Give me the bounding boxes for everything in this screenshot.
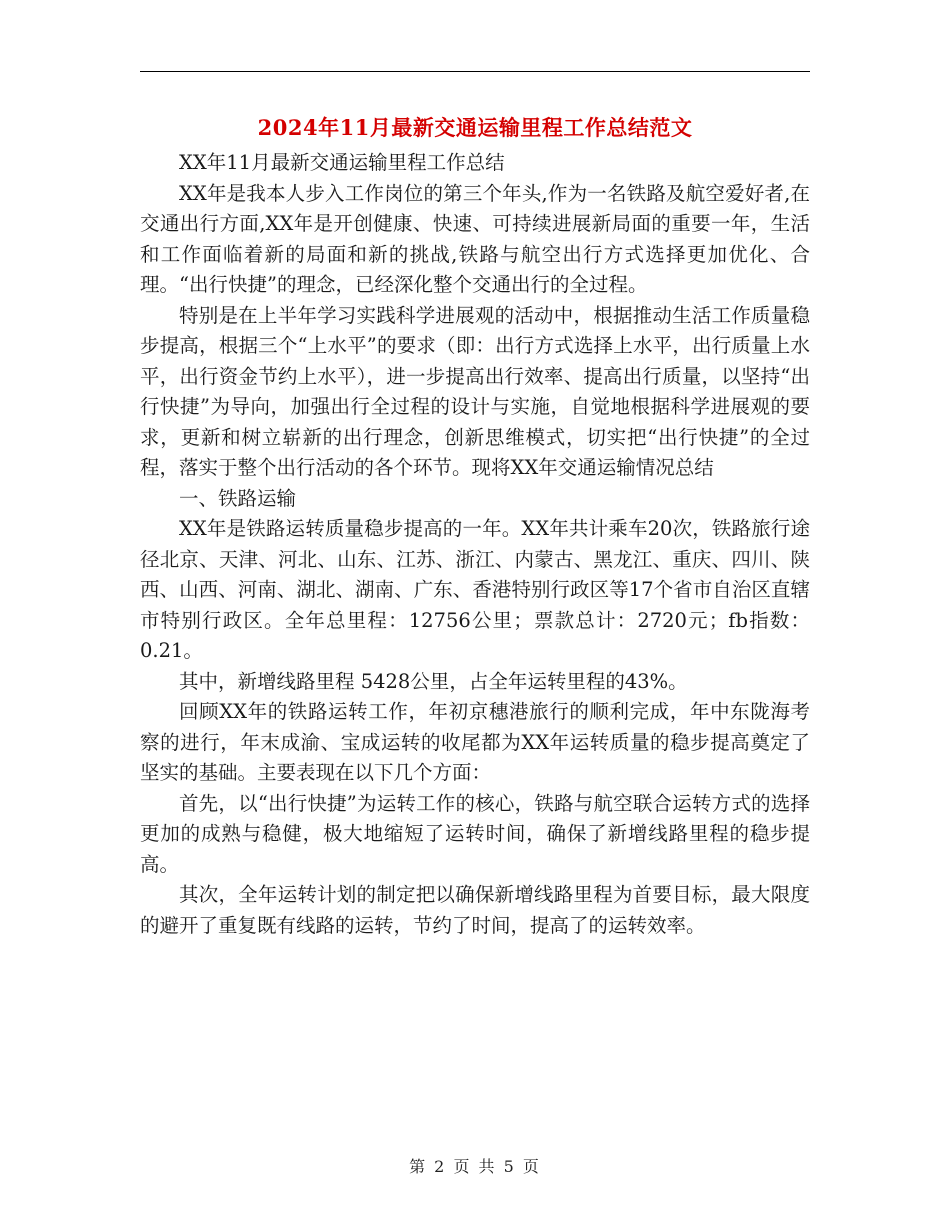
paragraph-new-routes: 其中，新增线路里程 5428公里，占全年运转里程的43%。 (179, 669, 688, 693)
paragraph-intro: XX年是我本人步入工作岗位的第三个年头,作为一名铁路及航空爱好者,在交通出行方面,XX年是开创健康、快速、可持续进展新局面的重要一年，生活和工作面临着新的局面和新的挑战,铁路与航空出行方式选择更加优化、合理。“出行快捷”的理念，已经深化整个交通出行的全过程。 (140, 181, 810, 296)
header-rule (140, 71, 810, 72)
document-title: 2024年11月最新交通运输里程工作总结范文 (257, 115, 693, 140)
paragraph-context: 特别是在上半年学习实践科学进展观的活动中，根据推动生活工作质量稳步提高，根据三个“上水平”的要求（即：出行方式选择上水平，出行质量上水平，出行资金节约上水平），进一步提高出行效率、提高出行质量，以坚持“出行快捷”为导向，加强出行全过程的设计与实施，自觉地根据科学进展观的要求，更新和树立崭新的出行理念，创新思维模式，切实把“出行快捷”的全过程，落实于整个出行活动的各个环节。现将XX年交通运输情况总结 (140, 303, 810, 479)
paragraph-subtitle: XX年11月最新交通运输里程工作总结 (179, 151, 505, 174)
section-heading-railway: 一、铁路运输 (179, 486, 297, 510)
paragraph-first-point: 首先，以“出行快捷”为运转工作的核心，铁路与航空联合运转方式的选择更加的成熟与稳健，极大地缩短了运转时间，确保了新增线路里程的稳步提高。 (140, 791, 810, 876)
page-number: 第 2 页 共 5 页 (409, 1157, 541, 1176)
paragraph-second-point: 其次，全年运转计划的制定把以确保新增线路里程为首要目标，最大限度的避开了重复既有线路的运转，节约了时间，提高了的运转效率。 (140, 883, 810, 937)
paragraph-railway-summary: XX年是铁路运转质量稳步提高的一年。XX年共计乘车20次，铁路旅行途径北京、天津、河北、山东、江苏、浙江、内蒙古、黑龙江、重庆、四川、陕西、山西、河南、湖北、湖南、广东、香港特别行政区等17个省市自治区直辖市特别行政区。全年总里程：12756公里；票款总计：2720元；fb指数：0.21。 (140, 517, 810, 662)
paragraph-review: 回顾XX年的铁路运转工作，年初京穗港旅行的顺利完成，年中东陇海考察的进行，年末成渝、宝成运转的收尾都为XX年运转质量的稳步提高奠定了坚实的基础。主要表现在以下几个方面： (140, 700, 810, 784)
document-body (140, 148, 810, 941)
